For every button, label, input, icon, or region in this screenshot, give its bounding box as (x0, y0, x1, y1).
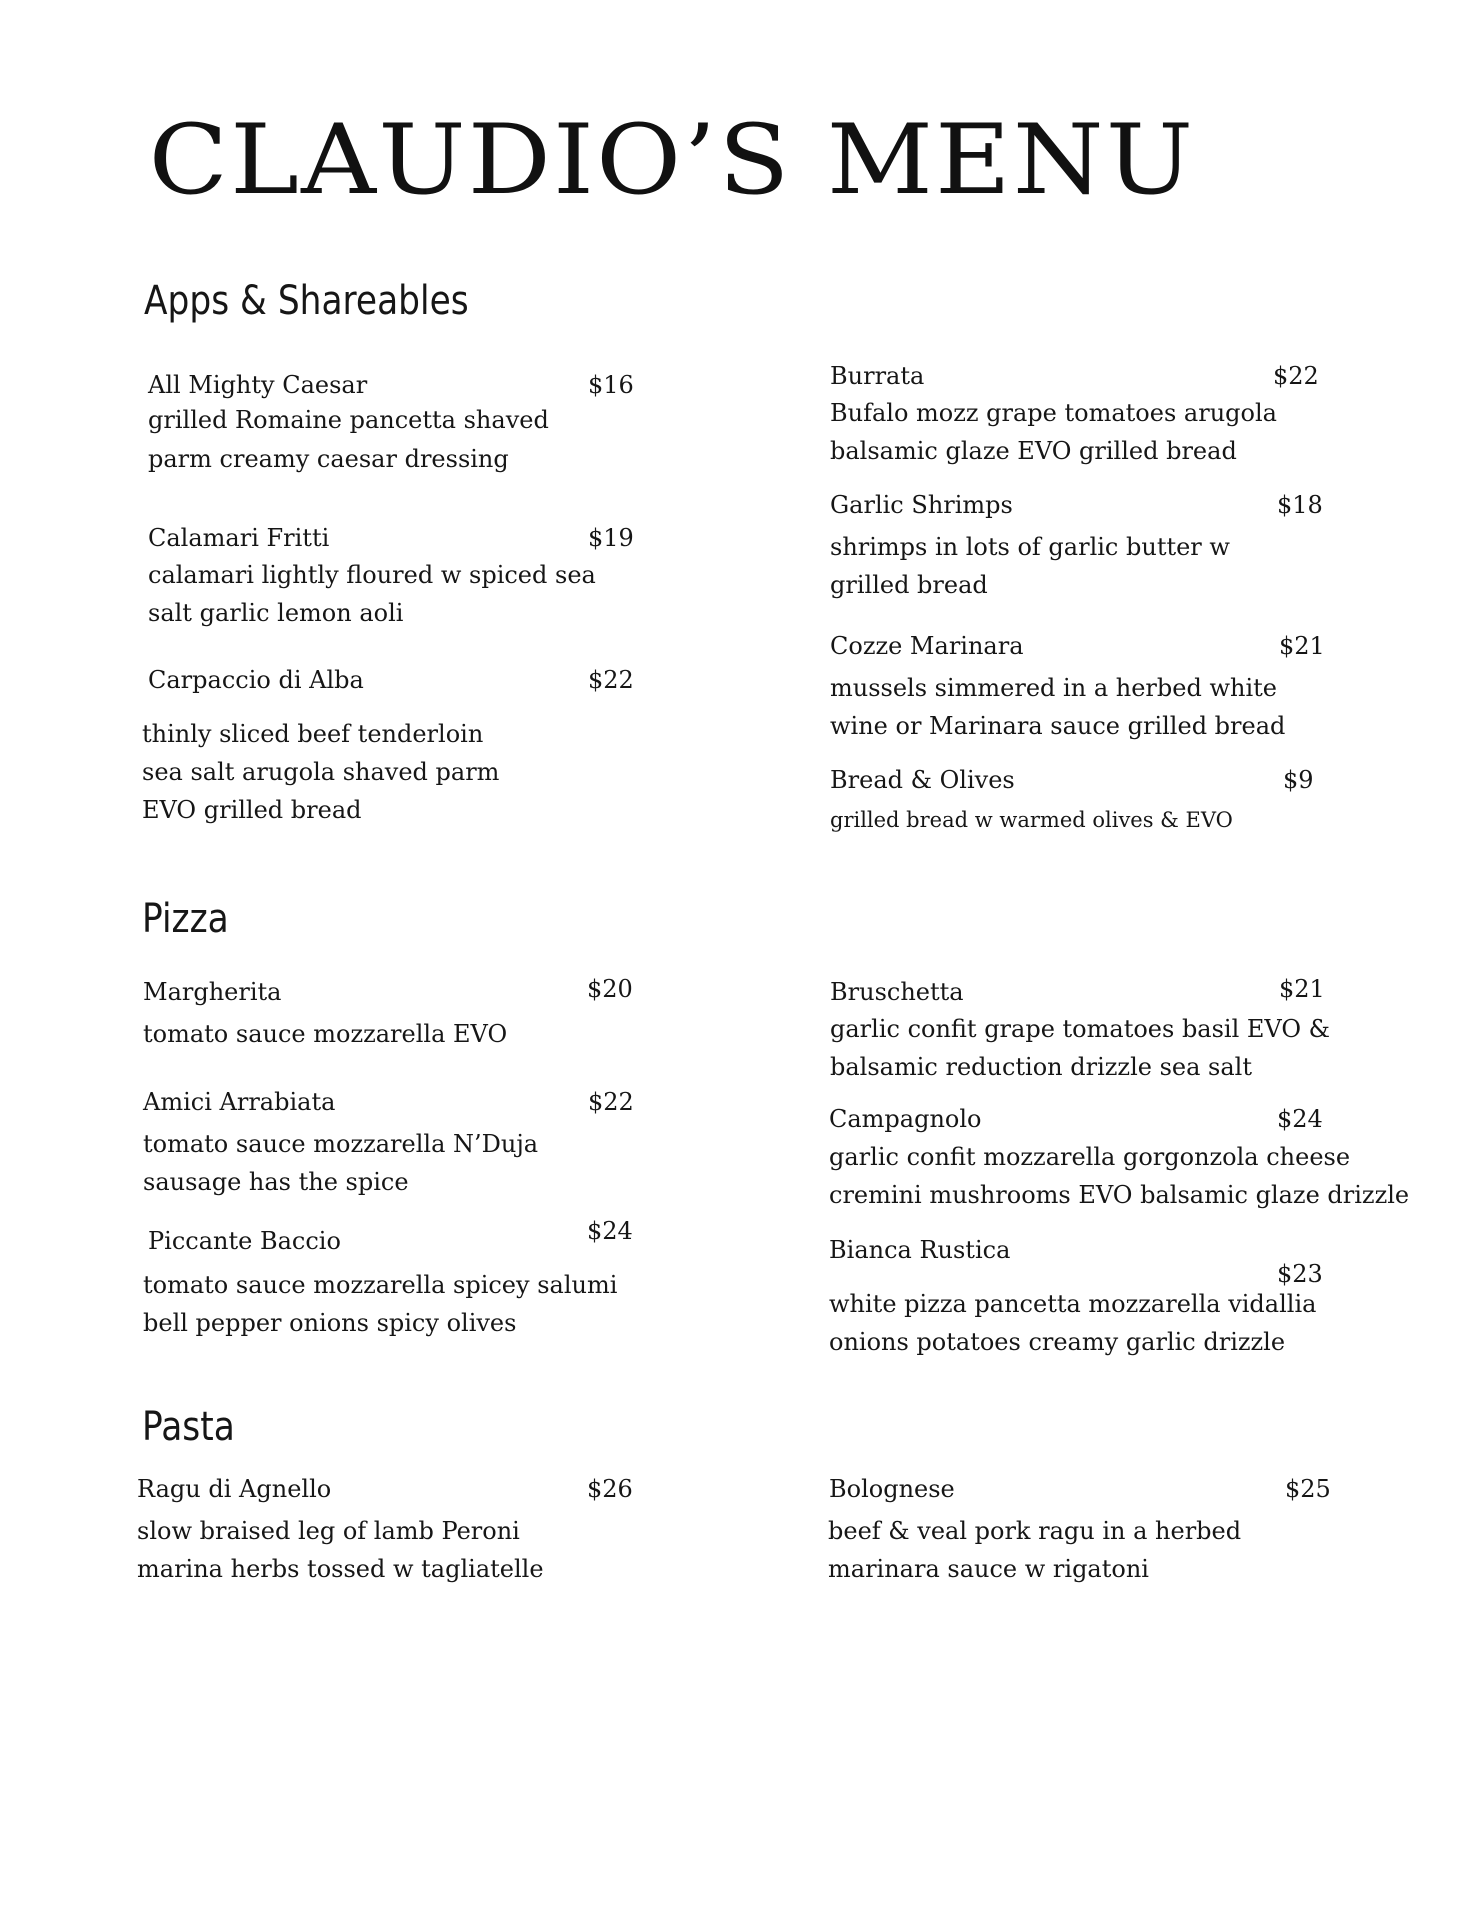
item-description: onions potatoes creamy garlic drizzle (829, 1328, 1286, 1356)
item-description: mussels simmered in a herbed white (830, 674, 1277, 702)
item-price: $9 (1283, 766, 1314, 794)
item-description: Bufalo mozz grape tomatoes arugola (830, 399, 1277, 427)
item-price: $20 (587, 975, 633, 1003)
menu-title: CLAUDIO’S MENU (148, 104, 1196, 216)
item-description: garlic confit grape tomatoes basil EVO & (830, 1015, 1331, 1043)
item-description: EVO grilled bread (142, 796, 362, 824)
item-price: $26 (587, 1475, 633, 1503)
item-price: $22 (588, 1088, 634, 1116)
item-name: Bread & Olives (830, 766, 1015, 794)
item-price: $18 (1277, 491, 1323, 519)
item-description: marina herbs tossed w tagliatelle (137, 1555, 544, 1583)
item-description: grilled Romaine pancetta shaved (148, 406, 549, 434)
item-description: balsamic glaze EVO grilled bread (830, 437, 1237, 465)
item-name: Bianca Rustica (829, 1236, 1011, 1264)
section-heading-pasta: Pasta (142, 1404, 235, 1450)
section-heading-pizza: Pizza (142, 896, 229, 942)
item-price: $24 (1277, 1105, 1323, 1133)
item-price: $24 (587, 1217, 633, 1245)
item-price: $22 (1273, 362, 1319, 390)
item-name: Campagnolo (829, 1105, 982, 1133)
item-name: Piccante Baccio (148, 1227, 341, 1255)
item-name: Carpaccio di Alba (148, 666, 364, 694)
item-description: cremini mushrooms EVO balsamic glaze drizzle (829, 1181, 1410, 1209)
item-price: $23 (1277, 1260, 1323, 1288)
item-description: salt garlic lemon aoli (148, 599, 404, 627)
item-price: $19 (588, 524, 634, 552)
item-description: shrimps in lots of garlic butter w (830, 533, 1230, 561)
item-name: Garlic Shrimps (830, 491, 1013, 519)
item-description: balsamic reduction drizzle sea salt (830, 1053, 1252, 1081)
item-description: sausage has the spice (143, 1168, 409, 1196)
item-description: sea salt arugola shaved parm (142, 758, 500, 786)
item-name: Cozze Marinara (830, 632, 1024, 660)
item-description: grilled bread w warmed olives & EVO (830, 808, 1233, 832)
item-name: Bruschetta (830, 978, 964, 1006)
item-price: $16 (588, 371, 634, 399)
item-name: Bolognese (829, 1475, 955, 1503)
item-description: tomato sauce mozzarella spicey salumi (143, 1271, 618, 1299)
item-name: Calamari Fritti (148, 524, 330, 552)
item-price: $21 (1279, 975, 1325, 1003)
item-price: $21 (1279, 632, 1325, 660)
item-name: Amici Arrabiata (143, 1088, 336, 1116)
item-name: Burrata (830, 362, 925, 390)
item-description: beef & veal pork ragu in a herbed (828, 1517, 1242, 1545)
item-description: slow braised leg of lamb Peroni (137, 1517, 520, 1545)
item-price: $22 (588, 666, 634, 694)
item-description: grilled bread (830, 571, 988, 599)
item-description: tomato sauce mozzarella EVO (143, 1020, 508, 1048)
item-name: Ragu di Agnello (137, 1475, 332, 1503)
section-heading-apps: Apps & Shareables (144, 278, 469, 324)
item-description: parm creamy caesar dressing (148, 445, 509, 473)
item-name: All Mighty Caesar (148, 371, 368, 399)
item-description: white pizza pancetta mozzarella vidallia (829, 1290, 1317, 1318)
item-price: $25 (1285, 1475, 1331, 1503)
item-description: garlic confit mozzarella gorgonzola cheese (829, 1143, 1351, 1171)
item-description: wine or Marinara sauce grilled bread (830, 712, 1286, 740)
item-description: tomato sauce mozzarella N’Duja (143, 1130, 539, 1158)
item-name: Margherita (143, 978, 282, 1006)
item-description: bell pepper onions spicy olives (143, 1309, 517, 1337)
item-description: marinara sauce w rigatoni (828, 1555, 1149, 1583)
item-description: calamari lightly floured w spiced sea (148, 561, 596, 589)
item-description: thinly sliced beef tenderloin (142, 720, 484, 748)
